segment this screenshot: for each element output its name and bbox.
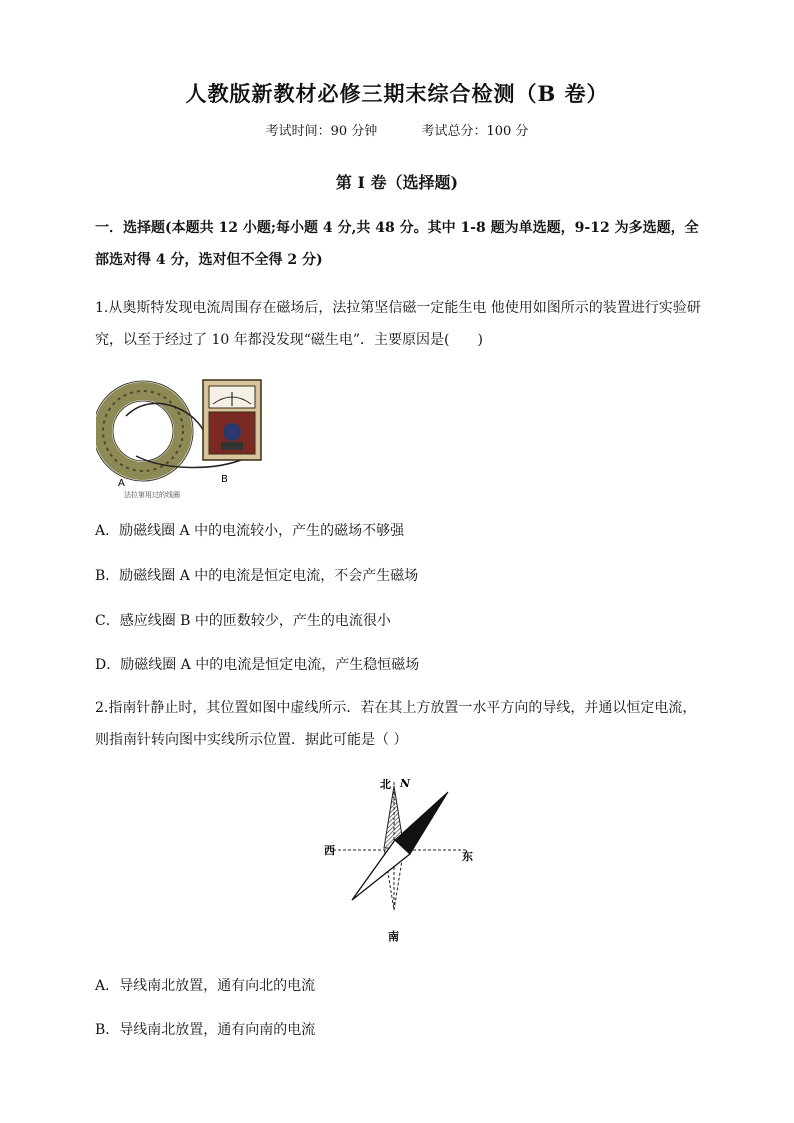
question-2-text: 2.指南针静止时，其位置如图中虚线所示．若在其上方放置一水平方向的导线，并通以恒定电流，则指南针转向图中实线所示位置．据此可能是（ ） xyxy=(95,700,697,748)
figure-label-a: A xyxy=(118,478,125,489)
rotated-needle-south xyxy=(352,840,410,900)
q2-option-b: B．导线南北放置，通有向南的电流 xyxy=(95,1022,316,1038)
faraday-coil-figure xyxy=(96,376,262,500)
part1-heading: 一．选择题(本题共 12 小题;每小题 4 分,共 48 分。其中 1-8 题为单选题，9-12 为多选题，全部选对得 4 分，选对但不全得 2 分) xyxy=(95,220,699,268)
compass-east-label: 东 xyxy=(462,850,473,863)
compass-north-label: 北 xyxy=(380,778,391,791)
compass-n-letter: N xyxy=(400,777,411,790)
q1-option-d: D．励磁线圈 A 中的电流是恒定电流，产生稳恒磁场 xyxy=(95,657,420,673)
compass-figure xyxy=(318,770,488,945)
q1-option-a: A．励磁线圈 A 中的电流较小，产生的磁场不够强 xyxy=(95,523,405,539)
q1-option-b: B．励磁线圈 A 中的电流是恒定电流，不会产生磁场 xyxy=(95,568,419,584)
galvanometer xyxy=(203,380,261,460)
compass-south-label: 南 xyxy=(388,930,399,943)
section-title: 第 I 卷（选择题) xyxy=(335,173,459,192)
figure-label-b: B xyxy=(221,474,228,485)
q2-option-a: A．导线南北放置，通有向北的电流 xyxy=(95,978,316,994)
exam-time: 考试时间：90 分钟 xyxy=(265,124,378,139)
q1-option-c: C．感应线圈 B 中的匝数较少，产生的电流很小 xyxy=(95,613,391,629)
total-score: 考试总分：100 分 xyxy=(421,124,529,139)
question-1-text: 1.从奥斯特发现电流周围存在磁场后，法拉第坚信磁一定能生电 他使用如图所示的装置进行实验研究，以至于经过了 10 年都没发现“磁生电”．主要原因是( ) xyxy=(95,300,701,348)
compass-west-label: 西 xyxy=(324,844,335,857)
figure-caption: 法拉第用过的线圈 xyxy=(124,491,180,499)
document-title: 人教版新教材必修三期末综合检测（B 卷） xyxy=(185,81,609,106)
rotated-needle-north xyxy=(395,792,448,854)
exam-meta xyxy=(0,120,794,139)
